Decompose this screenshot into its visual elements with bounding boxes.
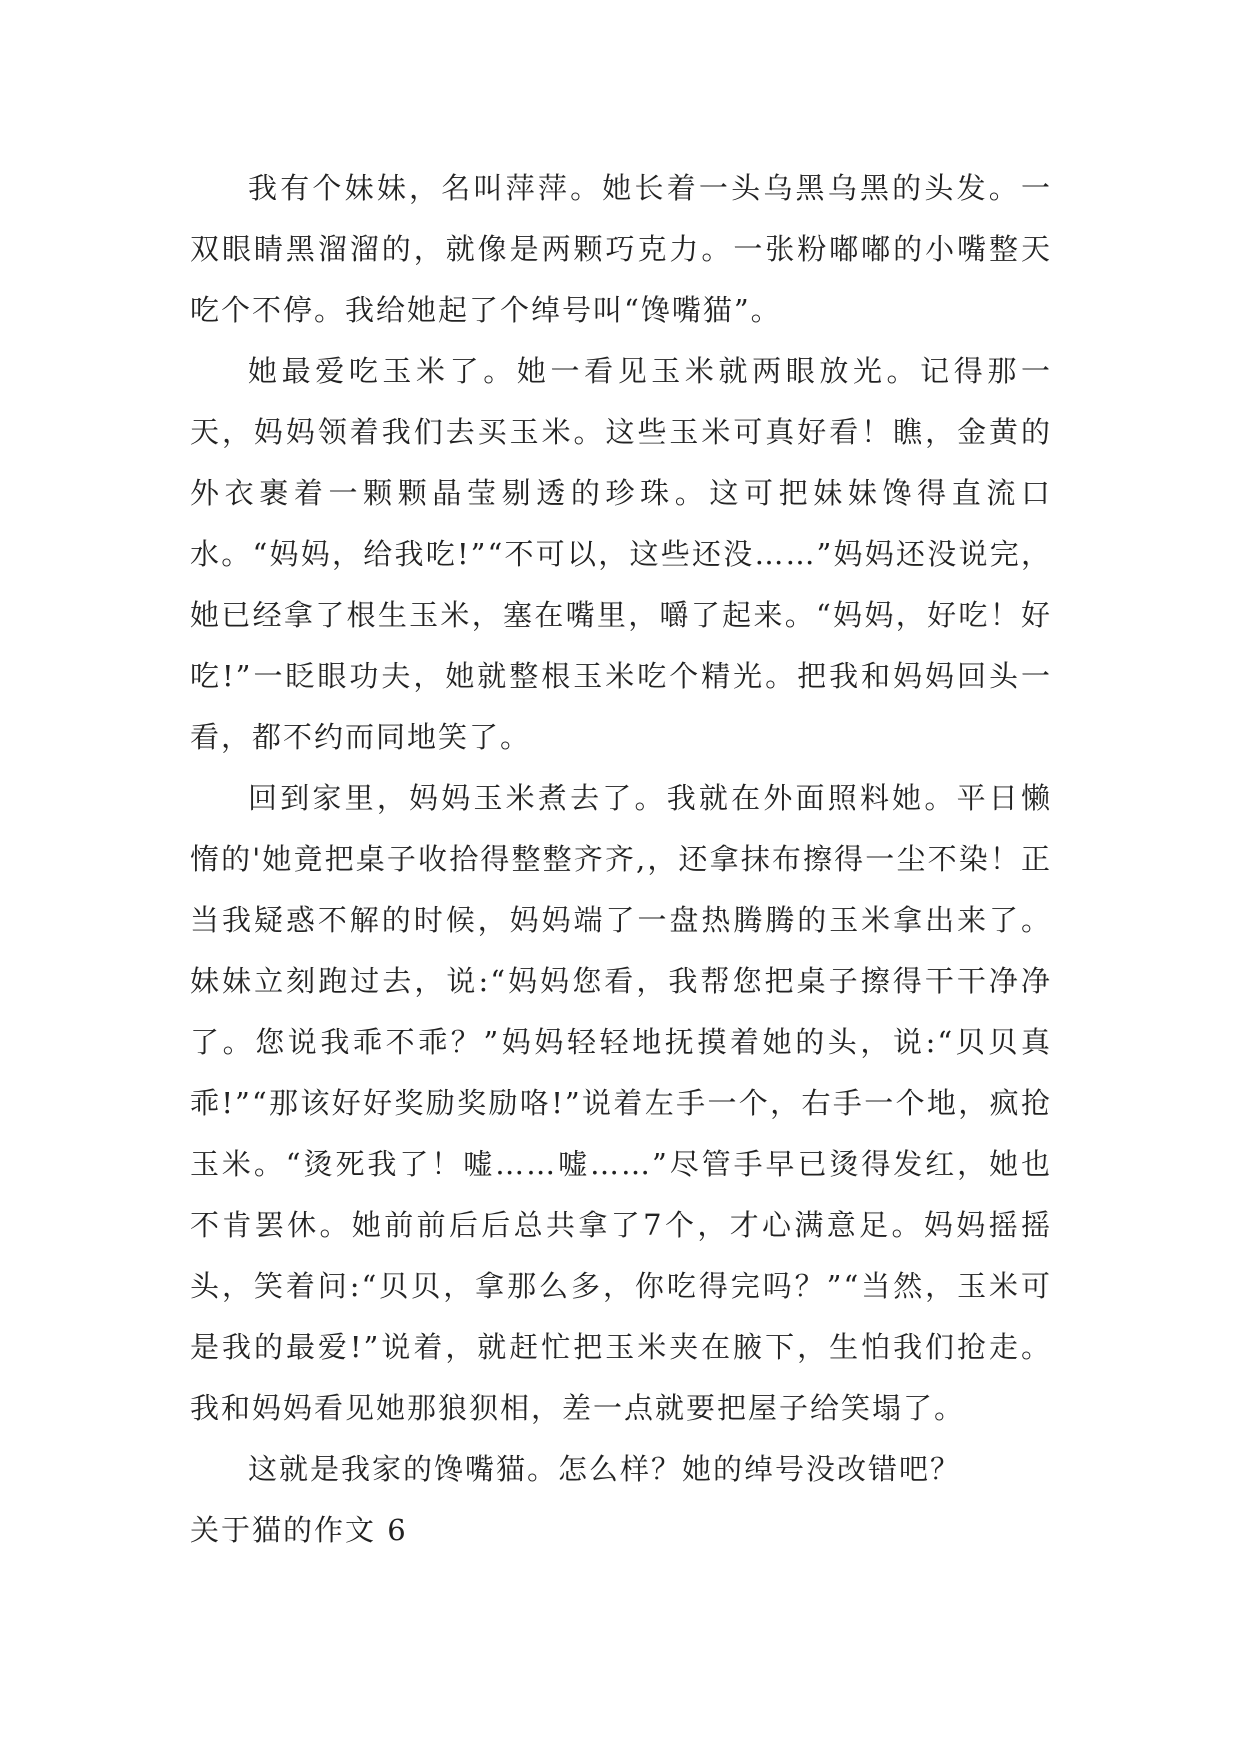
- paragraph-3: 回到家里，妈妈玉米煮去了。我就在外面照料她。平日懒惰的'她竟把桌子收拾得整整齐齐,，还拿抹布擦得一尘不染！正当我疑惑不解的时候，妈妈端了一盘热腾腾的玉米拿出来了。妹妹立刻跑过去，说:“妈妈您看，我帮您把桌子擦得干干净净了。您说我乖不乖？”妈妈轻轻地抚摸着她的头，说:“贝贝真乖!”“那该好好奖励奖励咯!”说着左手一个，右手一个地，疯抢玉米。“烫死我了！嘘……嘘……”尽管手早已烫得发红，她也不肯罢休。她前前后后总共拿了7个，才心满意足。妈妈摇摇头，笑着问:“贝贝，拿那么多，你吃得完吗？”“当然，玉米可是我的最爱!”说着，就赶忙把玉米夹在腋下，生怕我们抢走。我和妈妈看见她那狼狈相，差一点就要把屋子给笑塌了。: [190, 781, 1052, 1425]
- essay-body: [190, 158, 1052, 1561]
- paragraph-1: 我有个妹妹，名叫萍萍。她长着一头乌黑乌黑的头发。一双眼睛黑溜溜的，就像是两颗巧克力。一张粉嘟嘟的小嘴整天吃个不停。我给她起了个绰号叫“馋嘴猫”。: [190, 171, 1052, 327]
- paragraph-4: 这就是我家的馋嘴猫。怎么样？她的绰号没改错吧？: [248, 1452, 962, 1486]
- next-essay-heading: 关于猫的作文 6: [190, 1513, 408, 1547]
- paragraph-2: 她最爱吃玉米了。她一看见玉米就两眼放光。记得那一天，妈妈领着我们去买玉米。这些玉米可真好看！瞧，金黄的外衣裹着一颗颗晶莹剔透的珍珠。这可把妹妹馋得直流口水。“妈妈，给我吃!”“不可以，这些还没……”妈妈还没说完，她已经拿了根生玉米，塞在嘴里，嚼了起来。“妈妈，好吃！好吃!”一眨眼功夫，她就整根玉米吃个精光。把我和妈妈回头一看，都不约而同地笑了。: [190, 354, 1052, 754]
